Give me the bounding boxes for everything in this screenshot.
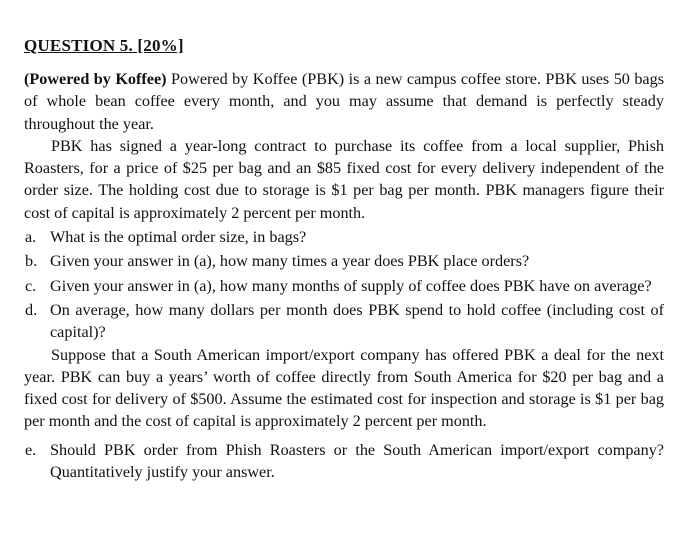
item-letter: c. (25, 276, 37, 295)
item-text: Given your answer in (a), how many months of supply of coffee does PBK have on average? (50, 276, 652, 295)
item-letter: a. (25, 228, 37, 247)
item-text: Given your answer in (a), how many times a year does PBK place orders? (50, 252, 530, 271)
item-letter: b. (25, 252, 38, 271)
item-letter: e. (25, 440, 37, 459)
question-item (24, 250, 664, 272)
question-heading: QUESTION 5. [20%] (24, 36, 184, 55)
item-text: On average, how many dollars per month does PBK spend to hold coffee (including cost of capital)? (50, 300, 664, 342)
question-document (24, 36, 664, 483)
item-letter: d. (25, 300, 38, 319)
question-items-first (24, 226, 664, 343)
contract-paragraph: PBK has signed a year-long contract to purchase its coffee from a local supplier, Phish Roasters, for a price of $25 per bag and an $85 fixed cost for every delivery independent of the order size. The holding cost due to storage is $1 per bag per month. PBK managers figure their cost of capital is approximately 2 percent per month. (24, 136, 664, 222)
intro-text: Powered by Koffee (PBK) is a new campus coffee store. PBK uses 50 bags of whole bean coffee every month, and you may assume that demand is perfectly steady throughout the year. (24, 70, 665, 133)
question-items-last (24, 439, 664, 484)
question-item (24, 226, 664, 248)
question-item (24, 439, 664, 484)
question-item (24, 275, 664, 297)
intro-paragraph (24, 68, 664, 135)
intro-title: (Powered by Koffee) (24, 70, 167, 88)
offer-paragraph: Suppose that a South American import/export company has offered PBK a deal for the next year. PBK can buy a years’ worth of coffee directly from South America for $20 per bag and a fixed cost for delivery of $500. Assume the estimated cost for inspection and storage is $1 per bag per month and the cost of capital is approximately 2 percent per month. (24, 345, 664, 431)
item-text: Should PBK order from Phish Roasters or the South American import/export company? Quantitatively justify your answer. (50, 440, 664, 482)
question-item (24, 299, 664, 344)
item-text: What is the optimal order size, in bags? (50, 228, 307, 247)
